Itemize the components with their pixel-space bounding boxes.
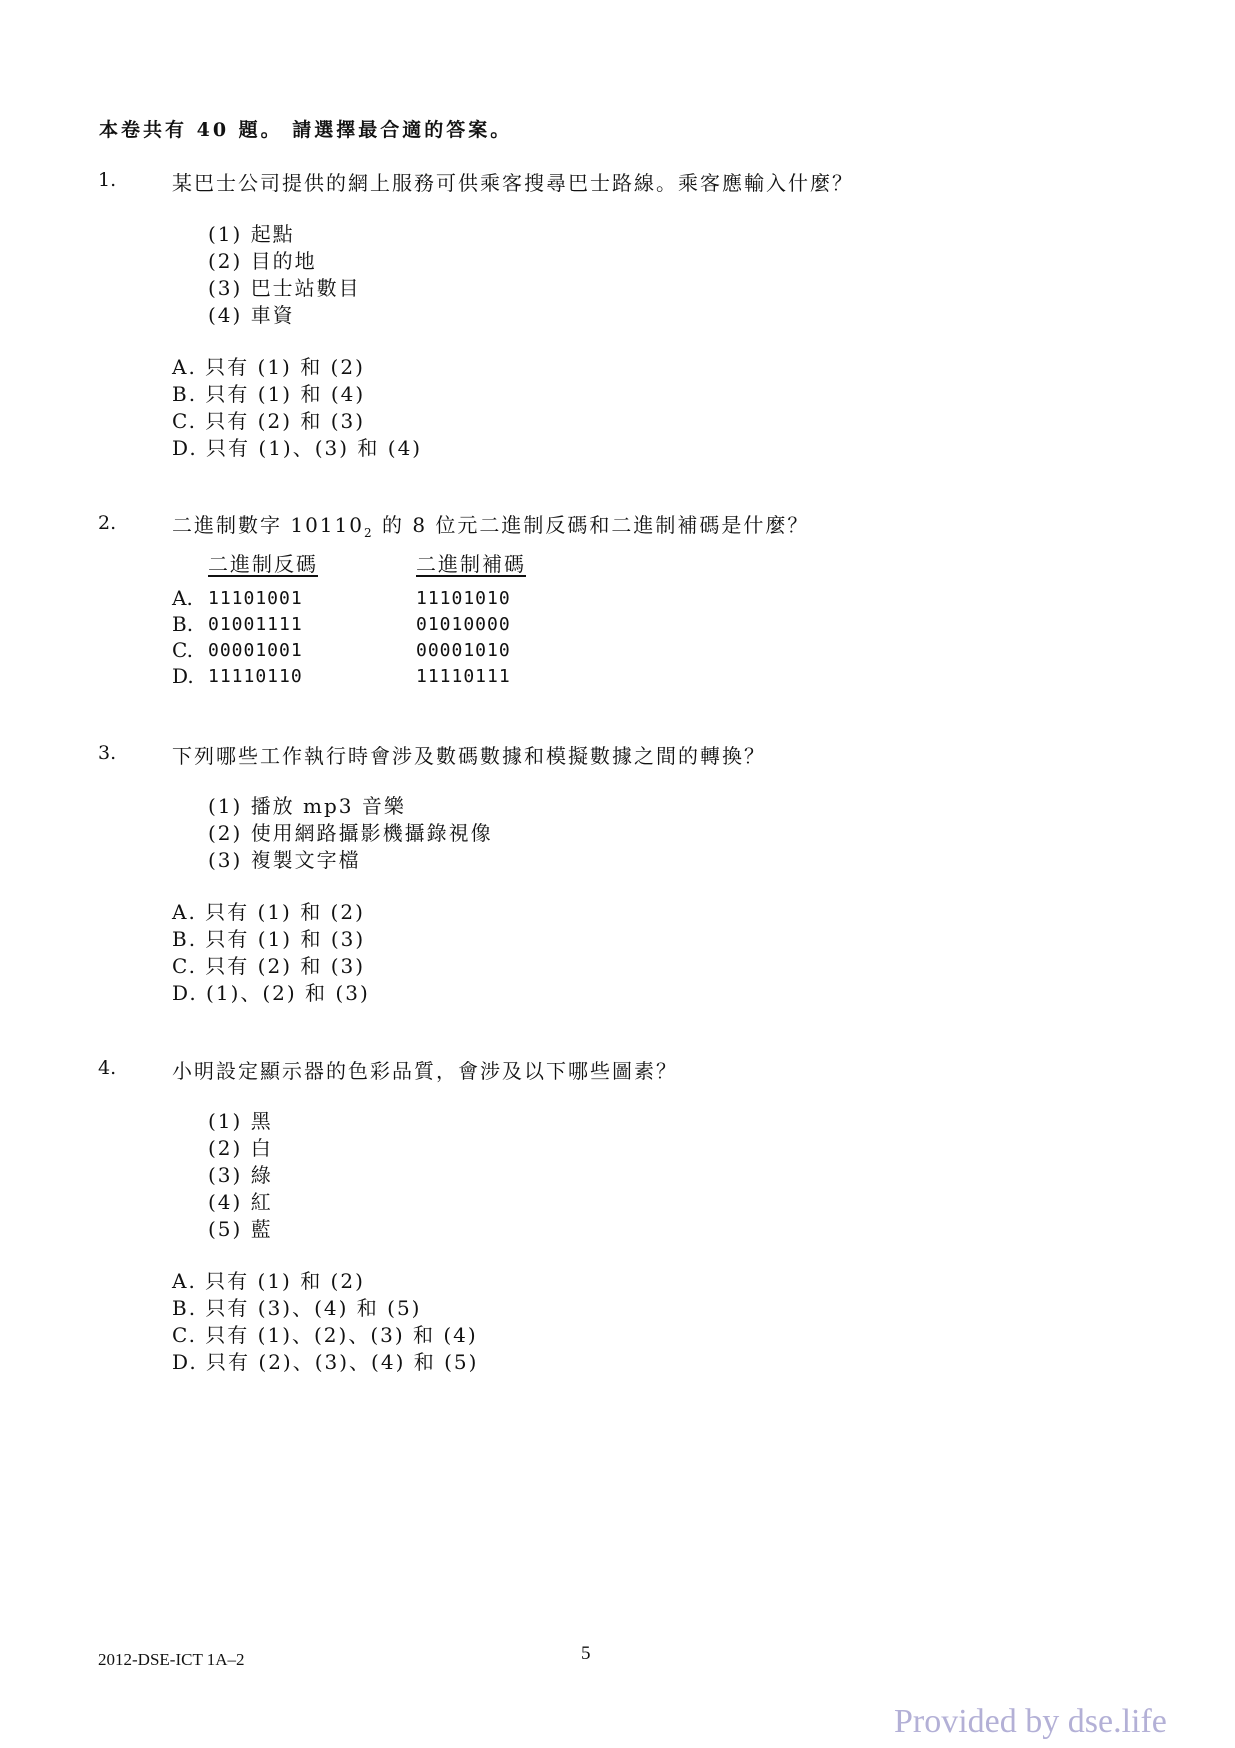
answer-option-c: C. 只有 (2) 和 (3) xyxy=(172,409,366,433)
paper-code: 2012-DSE-ICT 1A–2 xyxy=(98,1650,245,1669)
question-number: 2. xyxy=(98,512,117,534)
answer-option-d: D. (1)、(2) 和 (3) xyxy=(172,981,370,1005)
question-text: 下列哪些工作執行時會涉及數碼數據和模擬數據之間的轉換？ xyxy=(172,744,766,768)
question-text: 某巴士公司提供的網上服務可供乘客搜尋巴士路線。乘客應輸入什麼？ xyxy=(172,171,854,195)
question-number: 3. xyxy=(98,742,117,764)
question-item: (2) 使用網路攝影機攝錄視像 xyxy=(208,821,493,845)
twos-complement-value: 11101010 xyxy=(416,588,511,609)
ones-complement-value: 00001001 xyxy=(208,640,303,661)
answer-option-letter: C. xyxy=(172,638,193,662)
answer-option-letter: A. xyxy=(172,586,193,610)
question-item: (1) 黑 xyxy=(208,1109,273,1133)
question-item: (3) 巴士站數目 xyxy=(208,276,361,300)
question-item: (2) 白 xyxy=(208,1136,273,1160)
question-number: 1. xyxy=(98,169,117,191)
question-item: (1) 起點 xyxy=(208,222,295,246)
question-item: (5) 藍 xyxy=(208,1217,273,1241)
twos-complement-value: 01010000 xyxy=(416,614,511,635)
instructions: 本卷共有 40 題。 請選擇最合適的答案。 xyxy=(99,119,513,141)
answer-option-letter: D. xyxy=(172,664,194,688)
twos-complement-value: 00001010 xyxy=(416,640,511,661)
question-item: (3) 複製文字檔 xyxy=(208,848,361,872)
watermark: Provided by dse.life xyxy=(894,1703,1167,1740)
question-number: 4. xyxy=(98,1057,117,1079)
twos-complement-value: 11110111 xyxy=(416,666,511,687)
answer-option-b: B. 只有 (1) 和 (3) xyxy=(172,927,366,951)
question-item: (4) 車資 xyxy=(208,303,295,327)
column-header-ones-complement: 二進制反碼 xyxy=(208,552,318,576)
question-item: (3) 綠 xyxy=(208,1163,273,1187)
column-header-twos-complement: 二進制補碼 xyxy=(416,552,526,576)
answer-option-c: C. 只有 (1)、(2)、(3) 和 (4) xyxy=(172,1323,478,1347)
answer-option-c: C. 只有 (2) 和 (3) xyxy=(172,954,366,978)
answer-option-d: D. 只有 (1)、(3) 和 (4) xyxy=(172,436,423,460)
answer-option-letter: B. xyxy=(172,612,194,636)
question-text: 二進制數字 $10110_2$ 的 8 位元二進制反碼和二進制補碼是什麼？ xyxy=(172,513,810,540)
question-item: (1) 播放 mp3 音樂 xyxy=(208,794,406,818)
ones-complement-value: 01001111 xyxy=(208,614,303,635)
ones-complement-value: 11101001 xyxy=(208,588,303,609)
answer-option-b: B. 只有 (1) 和 (4) xyxy=(172,382,366,406)
question-item: (2) 目的地 xyxy=(208,249,317,273)
answer-option-a: A. 只有 (1) 和 (2) xyxy=(172,1269,365,1293)
question-item: (4) 紅 xyxy=(208,1190,273,1214)
question-text: 小明設定顯示器的色彩品質，會涉及以下哪些圖素？ xyxy=(172,1059,678,1083)
ones-complement-value: 11110110 xyxy=(208,666,303,687)
answer-option-a: A. 只有 (1) 和 (2) xyxy=(172,355,365,379)
answer-option-b: B. 只有 (3)、(4) 和 (5) xyxy=(172,1296,422,1320)
answer-option-d: D. 只有 (2)、(3)、(4) 和 (5) xyxy=(172,1350,479,1374)
answer-option-a: A. 只有 (1) 和 (2) xyxy=(172,900,365,924)
page-number: 5 xyxy=(581,1643,591,1664)
